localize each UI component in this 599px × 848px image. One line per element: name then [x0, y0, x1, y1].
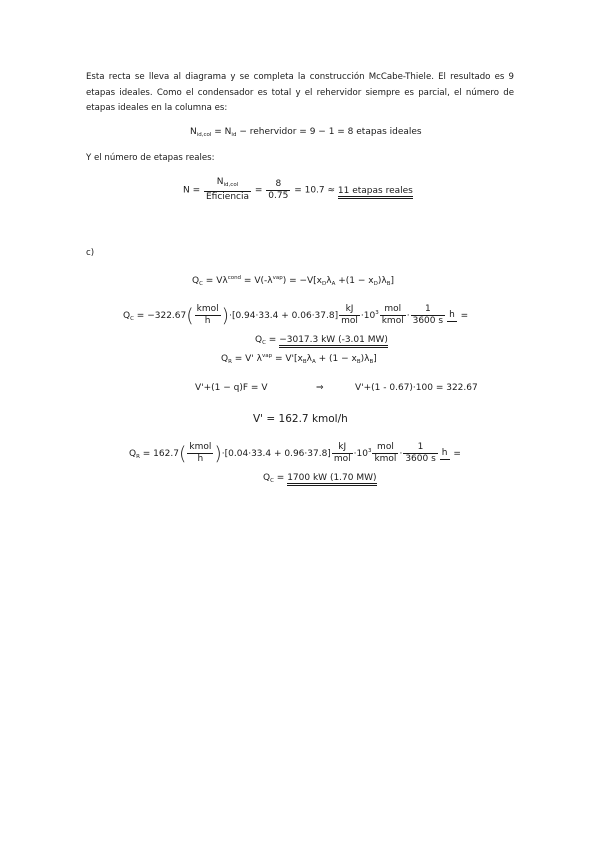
equation-condenser-result: $Q_C = -3017.3$ kW (-3.01 MW) [255, 335, 388, 346]
equation-vapor-balance: V'+(1 − q)F = V [195, 383, 268, 393]
equation-condenser-duty-definition: $Q_C = V\lambda^{cond} = V(-\lambda^{vap}) = -V[x_D\lambda_A +(1 - x_D)\lambda_B]$ [192, 275, 394, 287]
section-c-label: c) [86, 248, 95, 258]
equation-ideal-stages: $N_{id,col} = N_{id}$ − rehervidor = 9 − 1 = 8 etapas ideales [190, 127, 422, 138]
reboiler-duty-result: 1700 kW (1.70 MW) [287, 473, 376, 486]
equation-reboiler-duty-definition: $Q_R = V'$ $\lambda^{vap} = V'[x_B\lambda_A + (1 - x_B)\lambda_B]$ [221, 353, 377, 365]
real-stages-label: Y el número de etapas reales: [86, 153, 215, 163]
condenser-duty-result: −3017.3 kW (-3.01 MW) [279, 335, 388, 348]
intro-paragraph: Esta recta se lleva al diagrama y se completa la construcción McCabe-Thiele. El resultado es 9 etapas ideales. Como el condensador es total y el rehervidor siempre es parcial, el número de etapas ideales en la columna es: [86, 72, 514, 113]
implies-arrow-icon: ⇒ [316, 383, 324, 393]
real-stages-result: 11 etapas reales [338, 186, 413, 199]
equation-vapor-balance-numeric: V'+(1 - 0.67)·100 = 322.67 [355, 383, 478, 393]
equation-vapor-flow-result: V' = 162.7 kmol/h [253, 413, 348, 425]
equation-reboiler-result: $Q_C = 1700$ kW (1.70 MW) [263, 473, 377, 484]
equation-real-stages: N = $\frac{N_{id,col}}{\text{Eficiencia}}$ = $\frac{8}{0.75}$ = 10.7 ≈ 11 etapas reales [183, 177, 413, 202]
equation-reboiler-duty-calc: $Q_R = 162.7$( $\frac{\text{kmol}}{h}$ )·[0.04·33.4 + 0.96·37.8] $\frac{kJ}{\text{mol}}$ $\cdot 10^3$ $\frac{\text{mol}}{\text{kmol}}$ · $\frac{1}{3600 s}$ h = [129, 442, 461, 465]
equation-condenser-duty-calc: $Q_C = -322.67$( $\frac{\text{kmol}}{h}$ )·[0.94·33.4 + 0.06·37.8] $\frac{kJ}{\text{mol}}$ $\cdot 10^3$ $\frac{\text{mol}}{\text{kmol}}$ · $\frac{1}{3600 s}$ h = [123, 304, 469, 327]
